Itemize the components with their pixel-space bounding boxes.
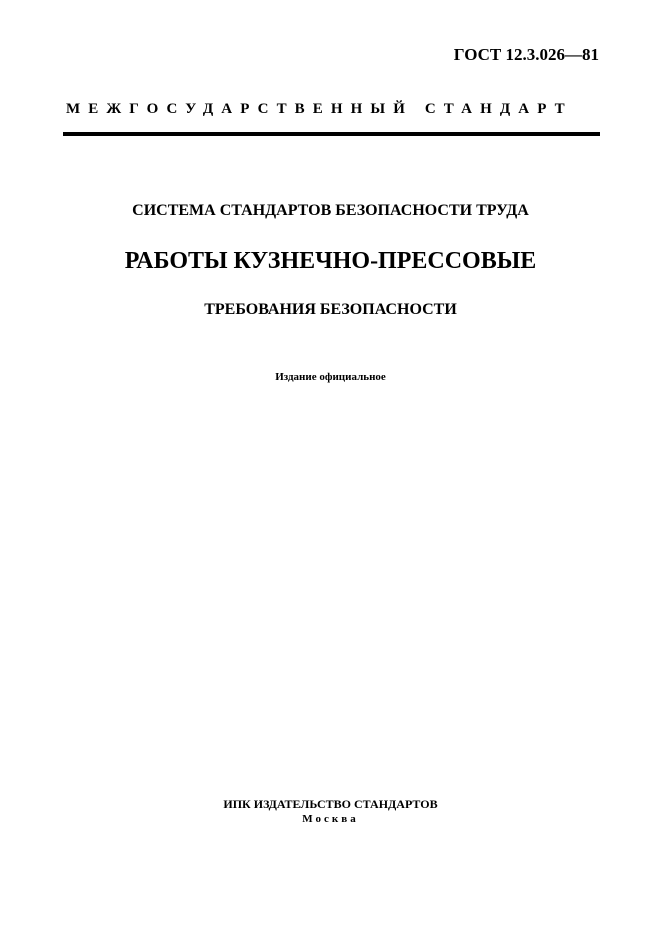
edition-note: Издание официальное bbox=[275, 371, 386, 383]
publisher-city: Москва bbox=[302, 813, 359, 825]
header-rule bbox=[63, 132, 600, 136]
main-title: РАБОТЫ КУЗНЕЧНО-ПРЕССОВЫЕ bbox=[124, 248, 537, 274]
system-title: СИСТЕМА СТАНДАРТОВ БЕЗОПАСНОСТИ ТРУДА bbox=[132, 202, 529, 219]
document-number: ГОСТ 12.3.026—81 bbox=[453, 45, 599, 64]
publisher: ИПК ИЗДАТЕЛЬСТВО СТАНДАРТОВ bbox=[223, 797, 438, 811]
subtitle: ТРЕБОВАНИЯ БЕЗОПАСНОСТИ bbox=[204, 301, 457, 318]
standard-type-heading: МЕЖГОСУДАРСТВЕННЫЙ СТАНДАРТ bbox=[66, 101, 573, 117]
